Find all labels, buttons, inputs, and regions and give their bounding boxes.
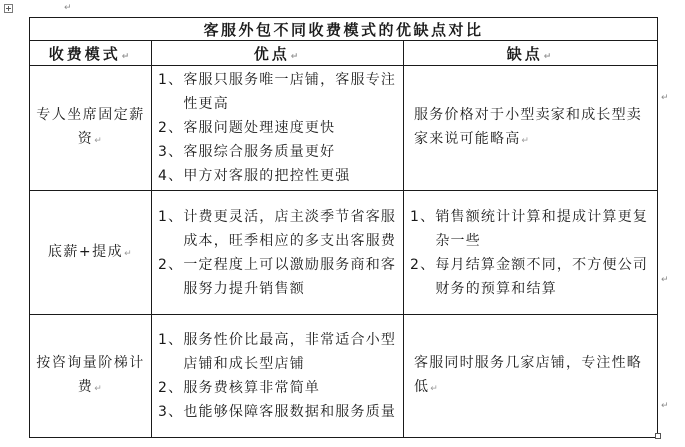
item-text: 甲方对客服的把控性更强	[183, 168, 351, 184]
list-item	[158, 116, 399, 140]
item-number: 1、	[158, 332, 184, 348]
list-item	[410, 205, 653, 253]
mode-label: 底薪+提成	[47, 243, 124, 260]
cell-end-mark: ↵	[521, 136, 531, 146]
list-item	[410, 253, 653, 301]
item-number: 2、	[410, 256, 436, 273]
list-item	[158, 140, 399, 164]
item-number: 1、	[158, 72, 184, 88]
item-number: 2、	[158, 256, 184, 273]
pros-cell[interactable]	[152, 191, 404, 315]
item-number: 2、	[158, 380, 184, 396]
cell-end-mark: ↵	[121, 51, 133, 62]
header-pros: 优点	[253, 44, 290, 63]
mode-cell[interactable]	[30, 315, 152, 438]
header-pros-cell[interactable]	[152, 41, 404, 66]
paragraph-mark: ↵	[64, 3, 72, 13]
mode-label: 按咨询量阶梯计费	[36, 355, 145, 395]
item-text: 客服只服务唯一店铺，客服专注性更高	[183, 72, 397, 112]
mode-label: 专人坐席固定薪资	[36, 107, 145, 147]
item-number: 4、	[158, 168, 184, 184]
table-row	[30, 315, 658, 438]
item-text: 客服问题处理速度更快	[183, 120, 336, 136]
header-mode-cell[interactable]	[30, 41, 152, 66]
comparison-table	[29, 17, 658, 438]
header-cons: 缺点	[506, 44, 543, 63]
list-item	[158, 328, 399, 376]
table-title-cell[interactable]	[30, 18, 658, 41]
cell-end-mark: ↵	[94, 384, 104, 394]
header-mode: 收费模式	[48, 44, 121, 63]
row-end-mark: ↵	[661, 93, 669, 103]
table-resize-handle[interactable]	[655, 433, 661, 439]
list-item	[158, 400, 399, 424]
row-end-mark: ↵	[661, 275, 669, 285]
list-item	[158, 253, 399, 301]
list-item	[158, 376, 399, 400]
item-number: 1、	[410, 208, 436, 225]
cons-text: 服务价格对于小型卖家和成长型卖家来说可能略高	[414, 107, 642, 147]
list-item	[158, 164, 399, 188]
cell-end-mark: ↵	[94, 136, 104, 146]
table-move-handle[interactable]	[4, 4, 13, 13]
item-text: 销售额统计计算和提成计算更复杂一些	[435, 208, 649, 249]
cons-cell[interactable]	[404, 66, 658, 191]
item-text: 服务费核算非常简单	[183, 380, 321, 396]
cell-end-mark: ↵	[290, 51, 302, 62]
item-number: 2、	[158, 120, 184, 136]
pros-cell[interactable]	[152, 66, 404, 191]
item-text: 每月结算金额不同，不方便公司财务的预算和结算	[435, 256, 649, 297]
table-row	[30, 66, 658, 191]
pros-cell[interactable]	[152, 315, 404, 438]
item-text: 客服综合服务质量更好	[183, 144, 336, 160]
row-end-mark: ↵	[661, 401, 669, 411]
table-title: 客服外包不同收费模式的优缺点对比	[203, 20, 484, 39]
item-number: 3、	[158, 144, 184, 160]
item-text: 计费更灵活，店主淡季节省客服成本，旺季相应的多支出客服费	[183, 208, 397, 249]
list-item	[158, 68, 399, 116]
header-cons-cell[interactable]	[404, 41, 658, 66]
item-text: 服务性价比最高，非常适合小型店铺和成长型店铺	[183, 332, 397, 372]
cons-cell[interactable]	[404, 315, 658, 438]
table-title-row	[30, 18, 658, 41]
mode-cell[interactable]	[30, 66, 152, 191]
item-number: 3、	[158, 404, 184, 420]
table-header-row	[30, 41, 658, 66]
mode-cell[interactable]	[30, 191, 152, 315]
cell-end-mark: ↵	[124, 248, 134, 259]
cell-end-mark: ↵	[543, 51, 555, 62]
table-row	[30, 191, 658, 315]
list-item	[158, 205, 399, 253]
item-text: 也能够保障客服数据和服务质量	[183, 404, 397, 420]
item-text: 一定程度上可以激励服务商和客服努力提升销售额	[183, 256, 397, 297]
cell-end-mark: ↵	[430, 384, 439, 394]
cons-text: 客服同时服务几家店铺，专注性略低	[414, 355, 642, 395]
item-number: 1、	[158, 208, 184, 225]
cons-cell[interactable]	[404, 191, 658, 315]
